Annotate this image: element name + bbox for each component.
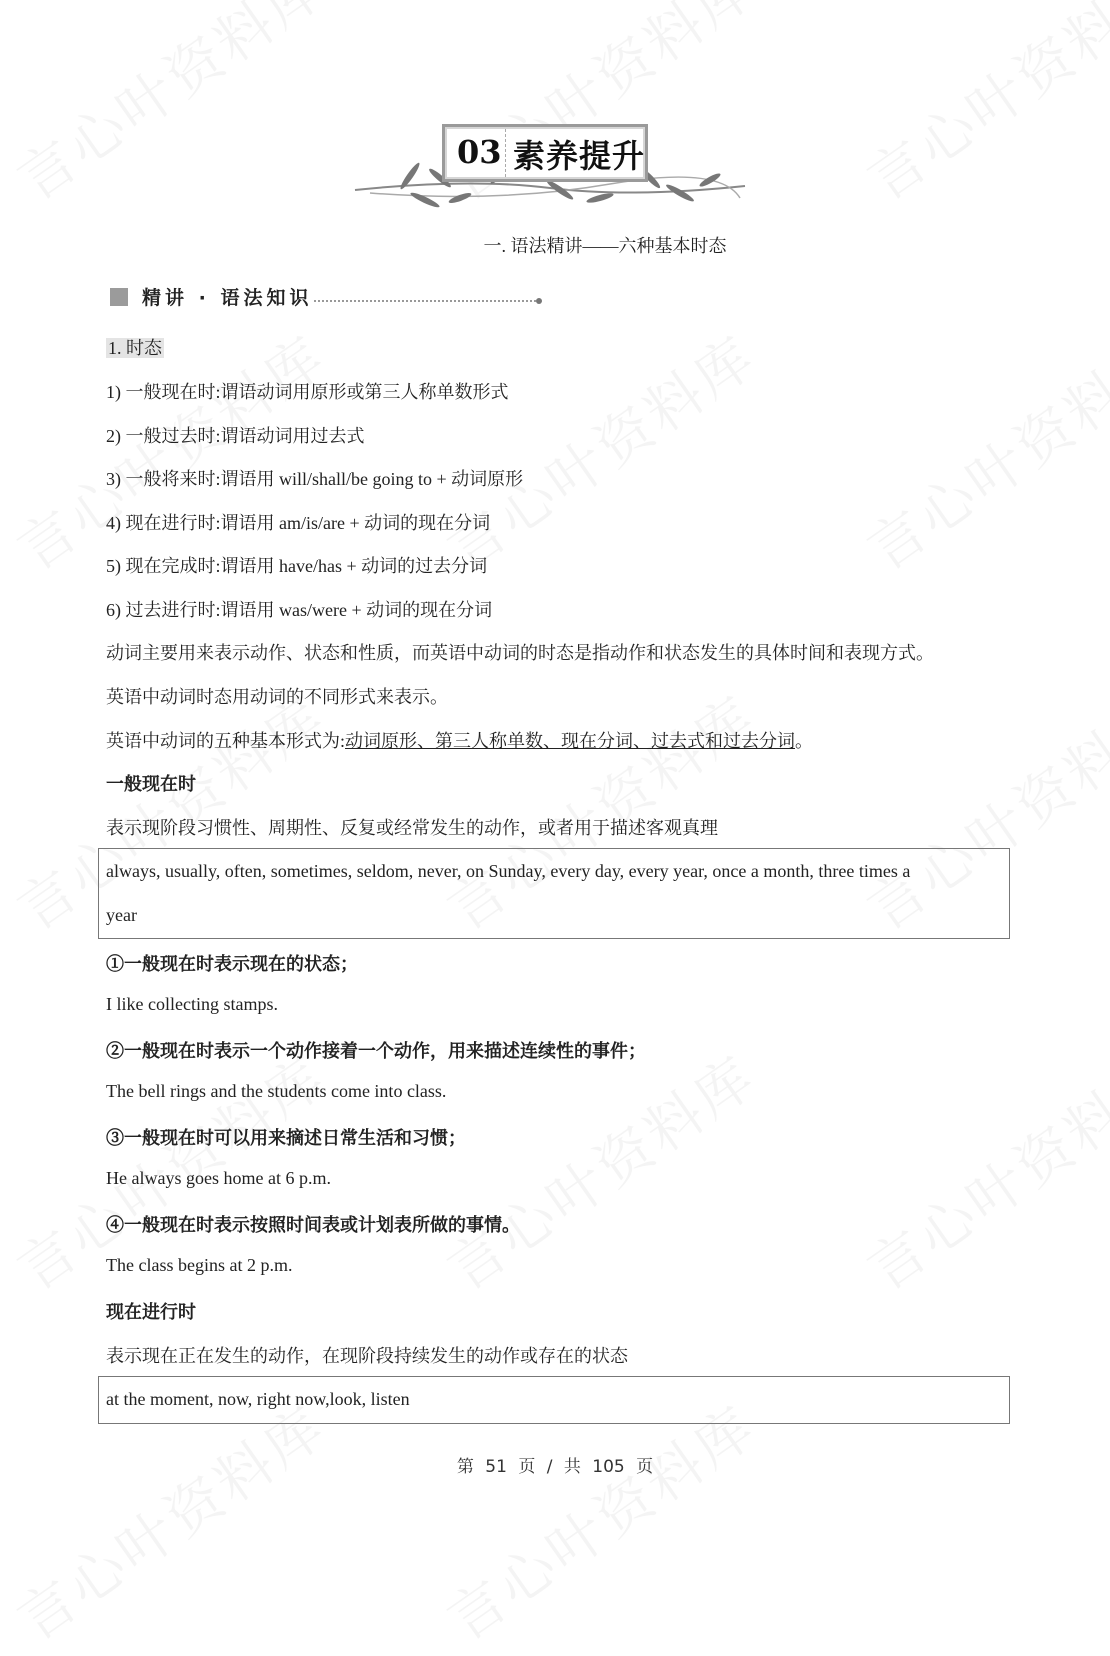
- square-bullet-icon: [110, 288, 128, 306]
- tense-list-item: 6) 过去进行时:谓语用 was/were + 动词的现在分词: [106, 600, 493, 620]
- verb-forms-underlined: 动词原形、第三人称单数、现在分词、过去式和过去分词: [345, 731, 795, 751]
- keywords-line: year: [106, 905, 137, 925]
- section-title: 一. 语法精讲——六种基本时态: [483, 236, 727, 256]
- subsection-label: [106, 334, 164, 360]
- intro-paragraph: [106, 727, 813, 753]
- knowledge-heading: [110, 283, 542, 310]
- simple-present-keywords-box: [98, 848, 1010, 939]
- tense-list-item: 5) 现在完成时:谓语用 have/has + 动词的过去分词: [106, 556, 488, 576]
- chapter-badge: [442, 124, 648, 182]
- usage-example: I like collecting stamps.: [106, 994, 278, 1014]
- watermark: [430, 314, 771, 586]
- watermark: [0, 0, 340, 216]
- keywords-line: at the moment, now, right now,look, listen: [106, 1389, 410, 1409]
- tense-list-item: 1) 一般现在时:谓语动词用原形或第三人称单数形式: [106, 382, 509, 402]
- divider: [505, 129, 506, 177]
- intro-paragraph: 英语中动词时态用动词的不同形式来表示。: [106, 687, 448, 707]
- simple-present-title: 一般现在时: [106, 774, 196, 794]
- simple-present-desc: 表示现阶段习惯性、周期性、反复或经常发生的动作，或者用于描述客观真理: [106, 818, 718, 838]
- heading-label: 精讲 · 语法知识: [142, 287, 313, 309]
- watermark: [850, 314, 1110, 586]
- intro-prefix: 英语中动词的五种基本形式为:: [106, 731, 345, 751]
- usage-rule: ②一般现在时表示一个动作接着一个动作，用来描述连续性的事件；: [106, 1041, 646, 1061]
- watermark: [850, 0, 1110, 216]
- watermark: [850, 1034, 1110, 1306]
- present-continuous-title: 现在进行时: [106, 1302, 196, 1322]
- watermark: [0, 314, 340, 586]
- tense-list-item: 4) 现在进行时:谓语用 am/is/are + 动词的现在分词: [106, 513, 491, 533]
- dotted-leader: [314, 300, 536, 302]
- watermark: [430, 1384, 771, 1656]
- usage-rule: ④一般现在时表示按照时间表或计划表所做的事情。: [106, 1215, 520, 1235]
- chapter-number: 03: [457, 133, 502, 171]
- tense-list-item: 3) 一般将来时:谓语用 will/shall/be going to + 动词原形: [106, 469, 524, 489]
- page-footer: 第 51 页 / 共 105 页: [456, 1457, 654, 1477]
- present-continuous-desc: 表示现在正在发生的动作，在现阶段持续发生的动作或存在的状态: [106, 1346, 628, 1366]
- usage-rule: ③一般现在时可以用来摘述日常生活和习惯；: [106, 1128, 466, 1148]
- chapter-title: 素养提升: [513, 137, 646, 175]
- subsection-text: 1. 时态: [108, 338, 162, 358]
- tense-list-item: 2) 一般过去时:谓语动词用过去式: [106, 426, 365, 446]
- usage-example: The class begins at 2 p.m.: [106, 1255, 293, 1275]
- intro-paragraph: 动词主要用来表示动作、状态和性质，而英语中动词的时态是指动作和状态发生的具体时间和表现方式。: [106, 643, 934, 663]
- keywords-line: always, usually, often, sometimes, seldom, never, on Sunday, every day, every year, once a month, three times a: [106, 861, 911, 881]
- chapter-banner: [350, 118, 750, 218]
- usage-example: He always goes home at 6 p.m.: [106, 1168, 331, 1188]
- watermark: [430, 1034, 771, 1306]
- dot-end-icon: [536, 298, 542, 304]
- watermark: [0, 1384, 340, 1656]
- intro-suffix: 。: [795, 731, 813, 751]
- present-continuous-keywords-box: [98, 1376, 1010, 1424]
- usage-rule: ①一般现在时表示现在的状态；: [106, 954, 358, 974]
- usage-example: The bell rings and the students come into class.: [106, 1081, 447, 1101]
